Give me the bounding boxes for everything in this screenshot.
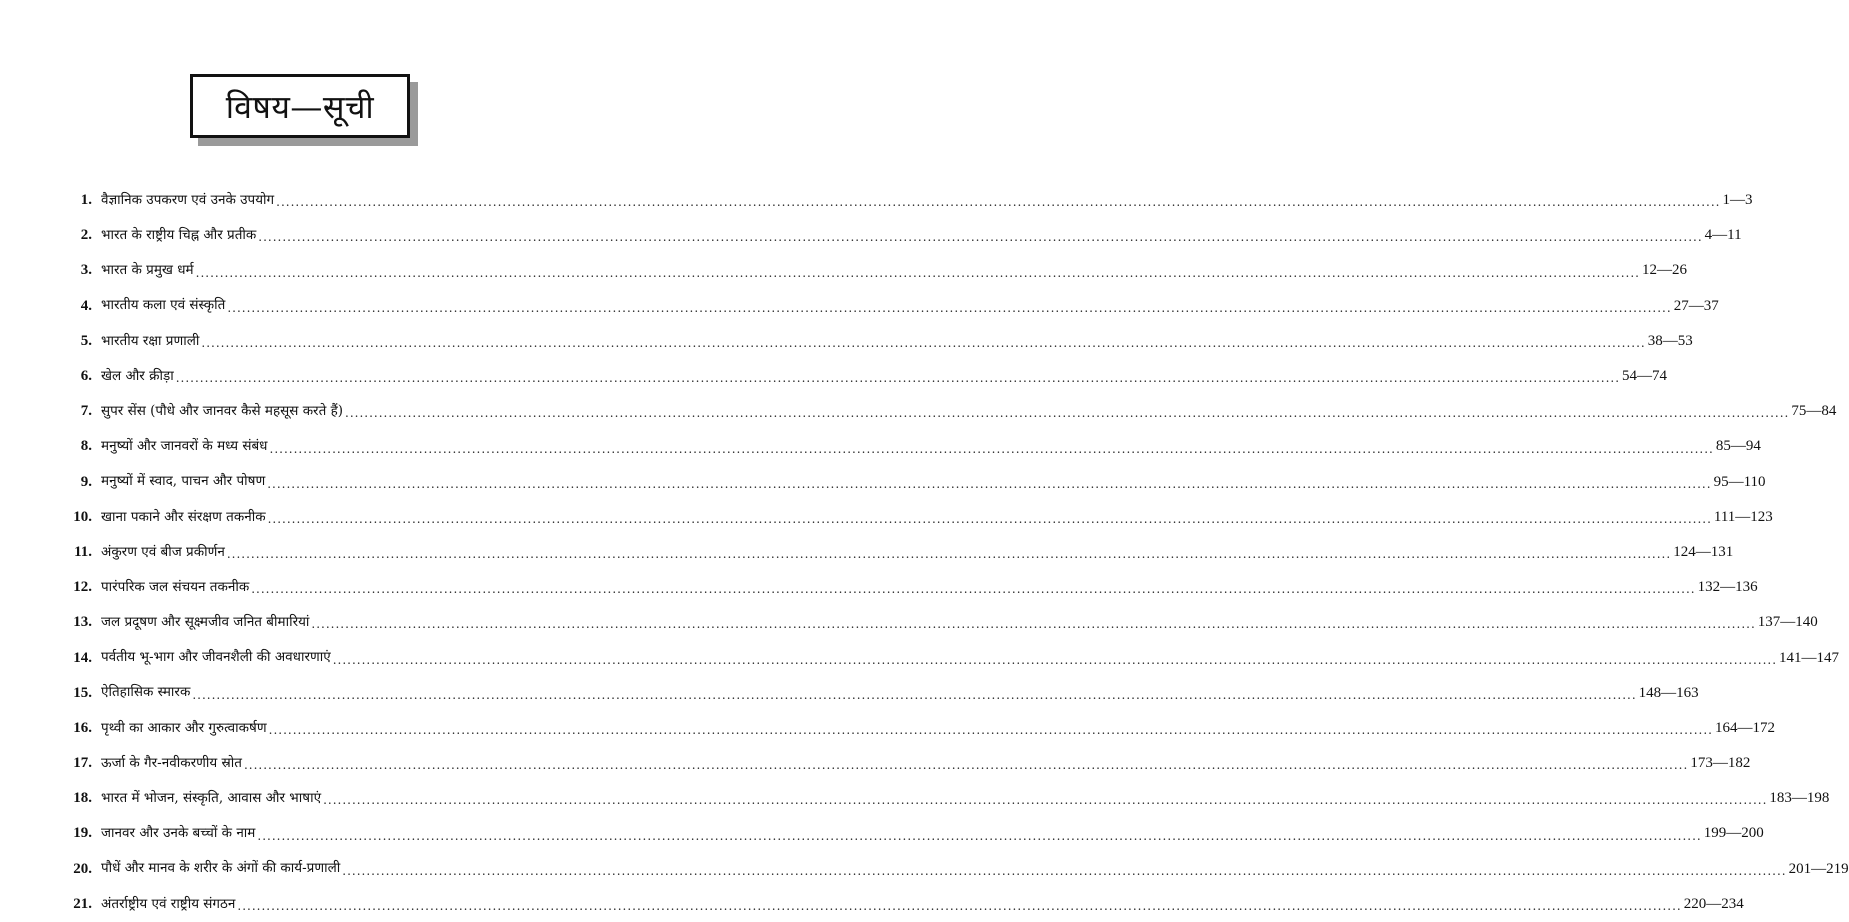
toc-entry (55, 183, 1753, 218)
toc-entry-topic: अंतर्राष्ट्रीय एवं राष्ट्रीय संगठन (101, 895, 236, 912)
dot-leader: ............................................................................................................................................................................................................................................................................................................ (311, 617, 1756, 632)
toc-entry-number: 3. (80, 262, 92, 279)
toc-entry (55, 640, 1840, 675)
toc-entry-number: 15. (73, 684, 92, 701)
toc-entry-pages: 27—37 (1673, 297, 1719, 314)
toc-entry-pages: 95—110 (1713, 473, 1766, 490)
toc-entry-topic: ऐतिहासिक स्मारक (101, 684, 191, 701)
toc-entry-topic: भारतीय कला एवं संस्कृति (101, 297, 226, 314)
dot-leader: ............................................................................................................................................................................................................................................................................................................ (258, 230, 1703, 245)
toc-entry-pages: 1—3 (1722, 192, 1753, 209)
toc-entry (55, 852, 1849, 887)
toc-entry-number: 6. (80, 368, 92, 385)
dot-leader: ............................................................................................................................................................................................................................................................................................................ (268, 723, 1713, 737)
toc-entry (55, 359, 1668, 394)
toc-entry (55, 324, 1693, 359)
toc-entry-topic: सुपर सेंस (पौधे और जानवर कैसे महसूस करते हैं) (101, 402, 344, 419)
toc-entry-pages: 132—136 (1697, 579, 1758, 596)
toc-entry-topic: पारंपरिक जल संचयन तकनीक (101, 578, 250, 595)
toc-entry (55, 218, 1742, 253)
toc-entry-number: 10. (73, 508, 92, 525)
dot-leader: ............................................................................................................................................................................................................................................................................................................ (227, 300, 1672, 315)
toc-entry-number: 5. (80, 332, 92, 349)
toc-entry-pages: 148—163 (1638, 684, 1699, 701)
toc-entry-number: 18. (73, 790, 92, 807)
toc-entry-topic: भारत में भोजन, संस्कृति, आवास और भाषाएं (101, 790, 322, 807)
toc-entry-pages: 85—94 (1715, 438, 1761, 455)
toc-entry-number: 17. (73, 755, 92, 772)
dot-leader: ............................................................................................................................................................................................................................................................................................................ (201, 335, 1646, 350)
toc-entry-topic: मनुष्यों और जानवरों के मध्य संबंध (101, 438, 268, 455)
toc-entry (55, 429, 1761, 464)
toc-entry-number: 11. (74, 543, 92, 560)
toc-entry (55, 253, 1687, 288)
toc-entry (55, 500, 1773, 535)
toc-entry (55, 746, 1751, 781)
dot-leader: ............................................................................................................................................................................................................................................................................................................ (243, 758, 1689, 773)
dot-leader: ............................................................................................................................................................................................................................................................................................................ (251, 582, 1696, 597)
toc-entry (55, 535, 1734, 570)
toc-entry (55, 711, 1775, 746)
toc-entry (55, 781, 1830, 816)
dot-leader: ............................................................................................................................................................................................................................................................................................................ (257, 828, 1702, 843)
toc-entry (55, 465, 1766, 500)
toc-entry-pages: 111—123 (1713, 508, 1773, 525)
toc-entry-number: 20. (73, 860, 92, 877)
toc-entry-pages: 183—198 (1769, 790, 1830, 807)
toc-entry-number: 16. (73, 719, 92, 736)
toc-entry-topic: भारत के प्रमुख धर्म (101, 262, 194, 279)
dot-leader: ............................................................................................................................................................................................................................................................................................................ (323, 793, 1768, 808)
toc-entry-topic: जल प्रदूषण और सूक्ष्मजीव जनित बीमारियां (101, 614, 310, 631)
toc-entry-topic: अंकुरण एवं बीज प्रकीर्णन (101, 543, 225, 560)
toc-entry-topic: खेल और क्रीड़ा (101, 367, 174, 384)
toc-entry-number: 8. (80, 438, 92, 455)
toc-entry-topic: मनुष्यों में स्वाद, पाचन और पोषण (101, 473, 266, 490)
toc-entry-topic: खाना पकाने और संरक्षण तकनीक (101, 508, 266, 525)
toc-entry (55, 570, 1758, 605)
page-title: विषय—सूची (225, 87, 375, 126)
toc-entry-pages: 201—219 (1788, 860, 1849, 877)
toc-entry-pages: 75—84 (1791, 403, 1837, 420)
toc-entry-pages: 164—172 (1714, 719, 1775, 736)
toc-entry-topic: पर्वतीय भू-भाग और जीवनशैली की अवधारणाएं (101, 649, 331, 666)
dot-leader: ............................................................................................................................................................................................................................................................................................................ (226, 547, 1672, 562)
toc-entry-topic: जानवर और उनके बच्चों के नाम (101, 825, 256, 842)
toc-entry-number: 9. (80, 473, 92, 490)
dot-leader: ............................................................................................................................................................................................................................................................................................................ (342, 863, 1787, 878)
toc-entry (55, 676, 1699, 711)
toc-entry-number: 21. (73, 895, 92, 912)
toc-entry-pages: 54—74 (1622, 368, 1668, 385)
dot-leader: ............................................................................................................................................................................................................................................................................................................ (237, 898, 1682, 913)
toc-entry-number: 2. (80, 227, 92, 244)
toc-entry-pages: 220—234 (1683, 895, 1744, 912)
toc-entry-pages: 12—26 (1641, 262, 1687, 279)
dot-leader: ............................................................................................................................................................................................................................................................................................................ (332, 652, 1778, 667)
toc-entry-pages: 141—147 (1779, 649, 1840, 666)
toc-entry-pages: 124—131 (1673, 543, 1734, 560)
dot-leader: ............................................................................................................................................................................................................................................................................................................ (276, 195, 1721, 210)
dot-leader: ............................................................................................................................................................................................................................................................................................................ (195, 265, 1640, 280)
dot-leader: ............................................................................................................................................................................................................................................................................................................ (267, 476, 1712, 491)
title-frame (190, 74, 410, 138)
table-of-contents (55, 183, 1849, 922)
toc-entry-number: 1. (80, 192, 92, 209)
toc-entry-number: 7. (80, 403, 92, 420)
toc-entry (55, 887, 1744, 922)
toc-entry-topic: पृथ्वी का आकार और गुरुत्वाकर्षण (101, 719, 267, 736)
toc-entry-pages: 4—11 (1704, 227, 1742, 244)
toc-entry-pages: 199—200 (1703, 825, 1764, 842)
toc-entry-number: 13. (73, 614, 92, 631)
toc-entry-topic: भारत के राष्ट्रीय चिह्न और प्रतीक (101, 227, 257, 244)
toc-entry (55, 816, 1764, 851)
dot-leader: ............................................................................................................................................................................................................................................................................................................ (175, 371, 1621, 386)
toc-entry-pages: 137—140 (1757, 614, 1818, 631)
toc-entry-number: 12. (73, 579, 92, 596)
dot-leader: ............................................................................................................................................................................................................................................................................................................ (345, 406, 1790, 421)
toc-entry-number: 14. (73, 649, 92, 666)
dot-leader: ............................................................................................................................................................................................................................................................................................................ (267, 511, 1712, 526)
toc-entry-topic: वैज्ञानिक उपकरण एवं उनके उपयोग (101, 191, 275, 208)
toc-entry-topic: पौधें और मानव के शरीर के अंगों की कार्य-प्रणाली (101, 860, 341, 877)
toc-entry (55, 289, 1719, 324)
toc-entry-topic: भारतीय रक्षा प्रणाली (101, 332, 200, 349)
toc-entry-number: 19. (73, 825, 92, 842)
toc-entry (55, 394, 1837, 429)
toc-entry-pages: 173—182 (1690, 755, 1751, 772)
toc-entry-number: 4. (80, 297, 92, 314)
dot-leader: ............................................................................................................................................................................................................................................................................................................ (269, 441, 1714, 456)
toc-entry (55, 605, 1818, 640)
title-box (190, 74, 410, 138)
toc-entry-topic: ऊर्जा के गैर-नवीकरणीय स्रोत (101, 754, 242, 771)
toc-entry-pages: 38—53 (1647, 332, 1693, 349)
dot-leader: ............................................................................................................................................................................................................................................................................................................ (192, 687, 1637, 702)
